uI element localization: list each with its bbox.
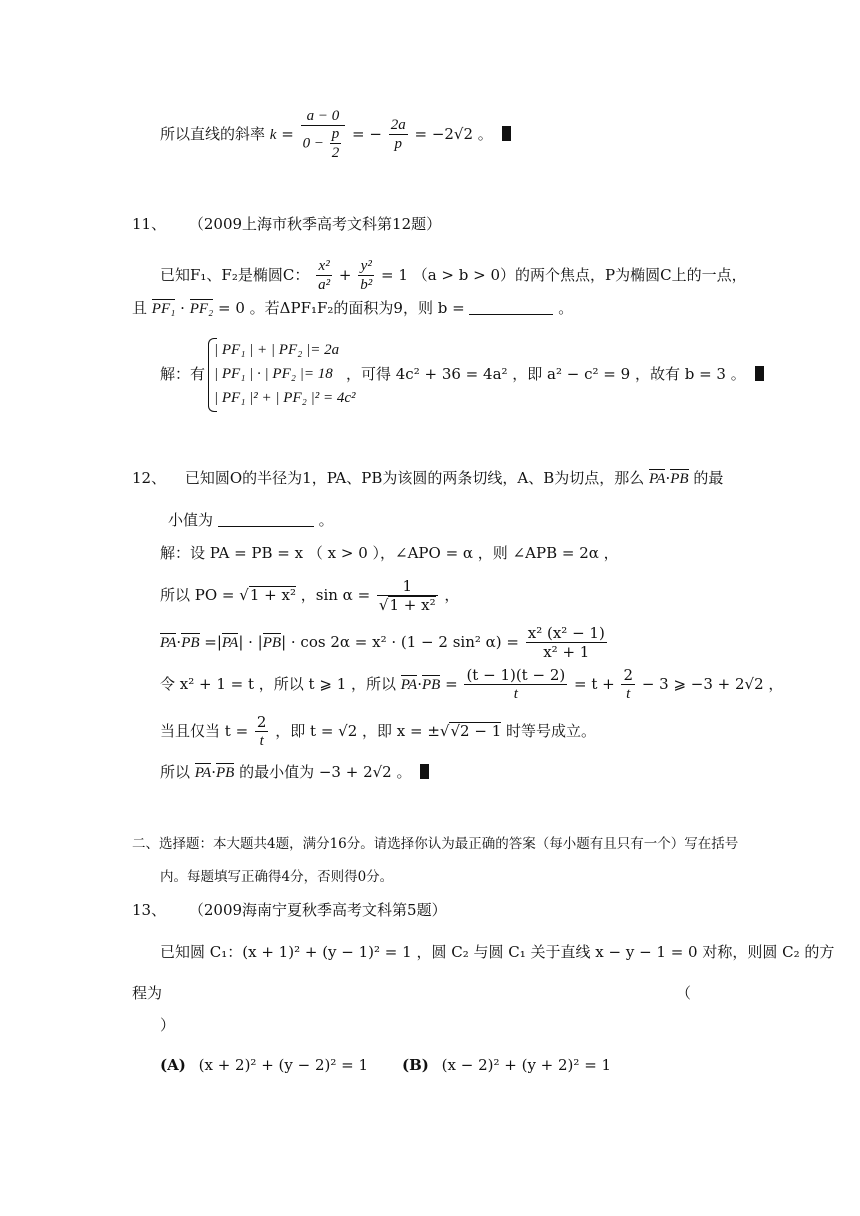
q12-step2-root: 1 + x² <box>249 586 296 604</box>
equation-system <box>214 338 355 410</box>
q12-step5-den: t <box>255 731 269 750</box>
q12-step3-num: x² (x² − 1) <box>527 624 605 642</box>
q12-step3-fraction <box>526 625 607 661</box>
q11-line1-a: 已知F₁、F₂是椭圆C： <box>160 266 310 284</box>
q12-dot: · <box>417 675 422 693</box>
section-2-instructions-2: 内。每题填写正确得4分，否则得0分。 <box>160 869 394 885</box>
vector-pa: PA <box>649 471 666 487</box>
option-a-label: (A) <box>160 1056 186 1074</box>
q13-line1: 已知圆 C₁：(x + 1)² + (y − 1)² = 1 ，圆 C₂ 与圆 C₁ 关于直线 x − y − 1 = 0 对称，则圆 C₂ 的方 <box>160 943 835 961</box>
slope-line <box>160 108 511 162</box>
q13-right-paren: ） <box>160 1016 176 1034</box>
q11-frac-y-den: b² <box>360 277 373 293</box>
qed-mark <box>420 764 429 779</box>
q12-line2-b: 。 <box>318 511 334 529</box>
q12-step3-a: =| <box>204 633 222 651</box>
q12-dot: · <box>211 763 216 781</box>
q12-step4-eq: = <box>445 675 458 693</box>
vector-pb: PB <box>262 635 282 651</box>
q11-frac-y-num: y² <box>360 258 372 274</box>
q11-header <box>132 214 441 234</box>
q12-step5-a: 当且仅当 t = <box>160 722 249 740</box>
q11-source: （2009上海市秋季高考文科第12题） <box>188 215 442 233</box>
q11-line2-a: 且 <box>132 299 148 317</box>
q12-step-6 <box>160 762 429 782</box>
q11-frac-x <box>316 258 332 294</box>
q13-left-paren: （ <box>676 984 692 1002</box>
slope-frac1-num: a − 0 <box>306 108 340 124</box>
slope-inner-den: 2 <box>331 145 340 161</box>
system-eq-1: | PF₁ | + | PF₂ |= 2a <box>214 342 340 358</box>
q12-step-4 <box>160 667 783 703</box>
vector-pa: PA <box>221 635 239 651</box>
slope-fraction-1 <box>301 108 346 162</box>
q12-step4-num2: 2 <box>623 666 634 684</box>
vector-pb: PB <box>421 677 441 693</box>
slope-fraction-2 <box>389 117 408 153</box>
q11-eq1: = 1 <box>381 266 408 284</box>
option-b-label: (B) <box>402 1056 429 1074</box>
q12-step4-den2: t <box>621 684 635 703</box>
slope-k: k <box>269 127 277 143</box>
q12-step4-fraction <box>464 667 567 703</box>
q12-sin-num: 1 <box>402 577 413 595</box>
q12-dot: · <box>665 469 671 487</box>
q12-line1 <box>132 468 723 488</box>
slope-frac2-num: 2a <box>390 117 406 133</box>
option-a-value: (x + 2)² + (y − 2)² = 1 <box>198 1056 369 1074</box>
q12-answer-blank <box>218 526 314 527</box>
q11-dot: · <box>180 299 185 317</box>
q11-number: 11、 <box>132 215 167 233</box>
q11-line2-b: = 0 。若ΔPF₁F₂的面积为9，则 b = <box>218 299 465 317</box>
option-b-value: (x − 2)² + (y + 2)² = 1 <box>441 1056 612 1074</box>
q12-step4-den: t <box>464 684 567 703</box>
vector-pb: PB <box>670 471 689 487</box>
q11-line1-b: （a > b > 0）的两个焦点，P为椭圆C上的一点， <box>412 266 747 284</box>
q11-frac-x-num: x² <box>318 258 330 274</box>
q12-step5-root: √2 − 1 <box>450 722 502 740</box>
q12-step-1: 解：设 PA = PB = x （ x > 0 ），∠APO = α ，则 ∠APB = 2α ， <box>160 544 619 562</box>
system-eq-2: | PF₁ | · | PF₂ |= 18 <box>214 366 333 382</box>
q12-step4-num: (t − 1)(t − 2) <box>466 666 566 684</box>
slope-frac1-den-a: 0 − <box>302 135 324 152</box>
q12-line2-a: 小值为 <box>168 511 214 529</box>
vector-pb: PB <box>181 635 200 651</box>
q11-frac-y <box>358 258 374 294</box>
q12-step5-num: 2 <box>256 713 267 731</box>
q12-step3-den: x² + 1 <box>526 642 607 661</box>
q12-dot: · <box>176 633 182 651</box>
q12-step-3 <box>160 625 609 661</box>
q12-step2-a: 所以 PO = <box>160 586 235 604</box>
system-eq-3: | PF₁ |² + | PF₂ |² = 4c² <box>214 390 356 406</box>
vector-pa: PA <box>194 765 212 781</box>
q11-solution-label: 解：有 <box>160 365 206 383</box>
qed-mark <box>755 366 764 381</box>
q12-step4-c: − 3 ⩾ −3 + 2√2 ， <box>641 675 784 693</box>
q12-step5-c: 时等号成立。 <box>506 722 597 740</box>
q12-step2-b: ，sin α = <box>300 586 371 604</box>
q12-number: 12、 <box>132 469 167 487</box>
q12-step5-fraction <box>255 714 269 750</box>
slope-frac1-den <box>301 125 346 162</box>
slope-frac2-den: p <box>389 134 408 153</box>
vector-pa: PA <box>400 677 418 693</box>
q12-line1-b: 的最 <box>693 469 724 487</box>
slope-text: 所以直线的斜率 <box>160 125 266 143</box>
slope-eq2: = − <box>352 125 382 143</box>
q12-step4-b: = t + <box>574 675 615 693</box>
q12-step6-b: 的最小值为 −3 + 2√2 。 <box>239 763 412 781</box>
q12-step6-a: 所以 <box>160 763 191 781</box>
q12-line2 <box>168 510 334 530</box>
q13-option-a[interactable] <box>160 1055 368 1075</box>
q12-step-5: 当且仅当 t = $\frac{2}{t}$ ，即 t = √2 ，即 x = ±√√2 − 1 时等号成立。 <box>160 713 597 749</box>
q12-step2-c: ， <box>444 586 460 604</box>
slope-tail: = −2√2 。 <box>414 125 493 143</box>
vector-pa: PA <box>160 635 177 651</box>
q12-step3-c: | · cos 2α = x² · (1 − 2 sin² α) = <box>281 633 519 651</box>
q11-solution-rest <box>346 364 764 384</box>
section-2-instructions-1: 二、选择题：本大题共4题，满分16分。请选择你认为最正确的答案（每小题有且只有一个）写在括号 <box>132 836 739 852</box>
q13-number: 13、 <box>132 901 167 919</box>
vector-pb: PB <box>215 765 235 781</box>
q11-line2-c: 。 <box>558 299 574 317</box>
slope-inner-fraction <box>330 126 342 162</box>
q12-step4-fraction-2 <box>621 667 635 703</box>
q12-step4-a: 令 x² + 1 = t ，所以 t ⩾ 1 ，所以 <box>160 675 397 693</box>
q11-solution-text: ，可得 4c² + 36 = 4a² ，即 a² − c² = 9 ，故有 b = 3 。 <box>346 365 746 383</box>
q11-line1 <box>160 258 747 294</box>
q12-step3-b: | · | <box>238 633 263 651</box>
q12-step5-b: ，即 t = √2 ，即 x = ± <box>275 722 440 740</box>
q12-line1-a: 已知圆O的半径为1，PA、PB为该圆的两条切线，A、B为切点，那么 <box>184 469 645 487</box>
slope-eq: = <box>281 125 294 143</box>
q11-answer-blank <box>469 314 553 315</box>
q13-source: （2009海南宁夏秋季高考文科第5题） <box>188 901 447 919</box>
q11-line2 <box>132 298 573 318</box>
q13-line2: 程为 <box>132 984 163 1002</box>
q13-header <box>132 900 447 920</box>
slope-inner-num: p <box>331 126 340 142</box>
q12-sin-den: 1 + x² <box>389 596 436 614</box>
q13-option-b[interactable] <box>402 1055 611 1075</box>
qed-mark <box>502 126 511 141</box>
q12-sin-fraction: $\frac{1}{\text{√1 + x²}}$ <box>378 577 436 614</box>
q11-frac-x-den: a² <box>318 277 331 293</box>
vector-pf2: PF₂ <box>189 301 214 317</box>
vector-pf1: PF₁ <box>151 301 176 317</box>
q12-step-2: 所以 PO = √1 + x² ，sin α = $\frac{1}{\text{√1 + x²}}$ ， <box>160 577 460 614</box>
q11-plus: + <box>338 266 352 284</box>
